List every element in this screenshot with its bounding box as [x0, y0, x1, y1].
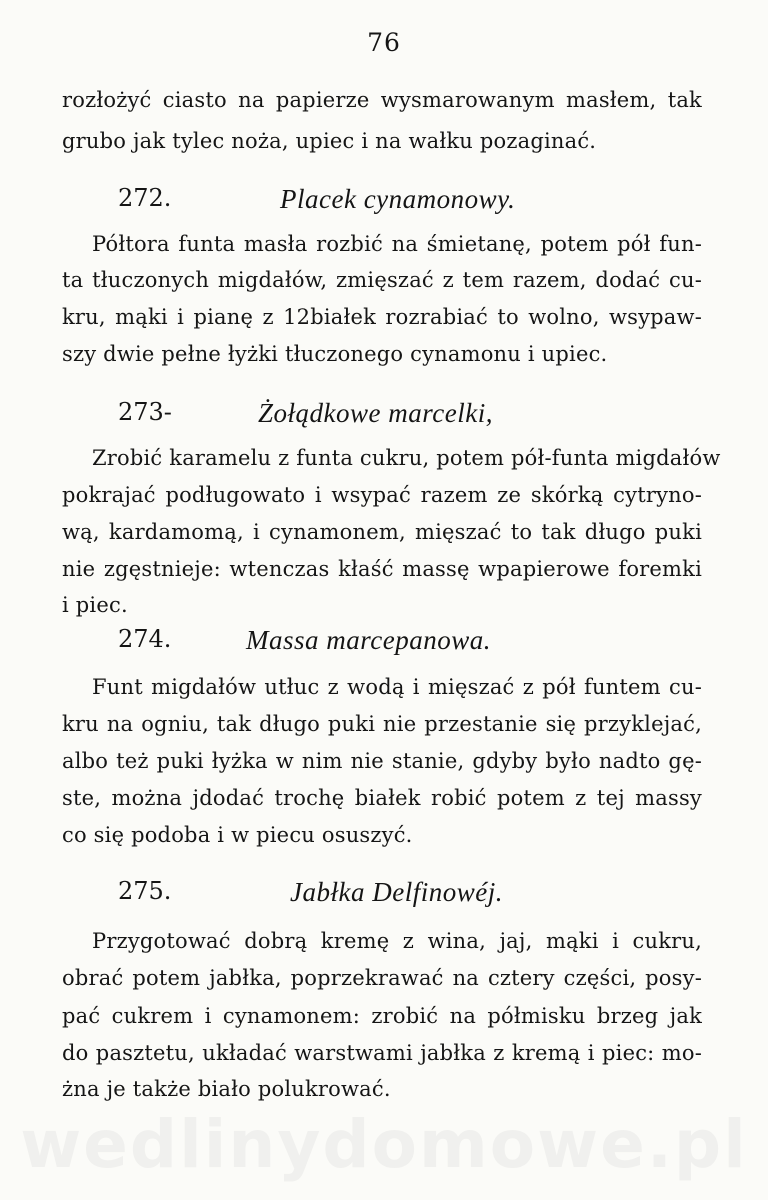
recipe-text-line: szy dwie pełne łyżki tłuczonego cynamonu i upiec.: [62, 342, 608, 366]
recipe-heading: [0, 398, 768, 430]
recipe-text-line: ste, można jdodać trochę białek robić potem z tej massy: [62, 786, 702, 810]
recipe-text-line: kru, mąki i pianę z 12białek rozrabiać to wolno, wsypaw-: [62, 305, 702, 329]
recipe-text-line: Funt migdałów utłuc z wodą i mięszać z pół funtem cu-: [92, 675, 702, 699]
recipe-text-line: żna je także biało polukrować.: [62, 1077, 391, 1101]
recipe-title: Żołądkowe marcelki,: [258, 398, 493, 428]
recipe-title: Jabłka Delfinowéj.: [290, 877, 503, 907]
recipe-text-line: do pasztetu, układać warstwami jabłka z kremą i piec: mo-: [62, 1041, 702, 1065]
recipe-title: Placek cynamonowy.: [280, 184, 516, 214]
recipe-text-line: Przygotować dobrą kremę z wina, jaj, mąki i cukru,: [92, 929, 702, 953]
recipe-heading: [0, 184, 768, 216]
intro-line: grubo jak tylec noża, upiec i na wałku pozaginać.: [62, 129, 597, 153]
recipe-heading: [0, 625, 768, 657]
recipe-text-line: Zrobić karamelu z funta cukru, potem pół-funta migdałów: [92, 446, 721, 470]
recipe-text-line: wą, kardamomą, i cynamonem, mięszać to tak długo puki: [62, 520, 702, 544]
recipe-number: 275.: [118, 877, 172, 905]
recipe-text-line: pać cukrem i cynamonem: zrobić na półmisku brzeg jak: [62, 1004, 702, 1028]
page-number: 76: [367, 28, 401, 57]
recipe-text-line: obrać potem jabłka, poprzekrawać na cztery części, posy-: [62, 966, 702, 990]
recipe-text-line: albo też puki łyżka w nim nie stanie, gdyby było nadto gę-: [62, 749, 702, 773]
recipe-text-line: pokrajać podługowato i wsypać razem ze skórką cytryno-: [62, 483, 702, 507]
recipe-text-line: nie zgęstnieje: wtenczas kłaść massę wpapierowe foremki: [62, 557, 702, 581]
recipe-title: Massa marcepanowa.: [246, 625, 491, 655]
recipe-text-line: co się podoba i w piecu osuszyć.: [62, 823, 413, 847]
recipe-number: 272.: [118, 184, 172, 212]
recipe-text-line: i piec.: [62, 593, 128, 617]
intro-line: rozłożyć ciasto na papierze wysmarowanym masłem, tak: [62, 88, 702, 112]
recipe-text-line: kru na ogniu, tak długo puki nie przestanie się przyklejać,: [62, 712, 702, 736]
recipe-number: 274.: [118, 625, 172, 653]
watermark: wedlinydomowe.pl: [20, 1106, 748, 1183]
recipe-text-line: Półtora funta masła rozbić na śmietanę, potem pół fun-: [92, 232, 702, 256]
recipe-text-line: ta tłuczonych migdałów, zmięszać z tem razem, dodać cu-: [62, 268, 702, 292]
recipe-heading: [0, 877, 768, 909]
recipe-number: 273-: [118, 398, 172, 426]
